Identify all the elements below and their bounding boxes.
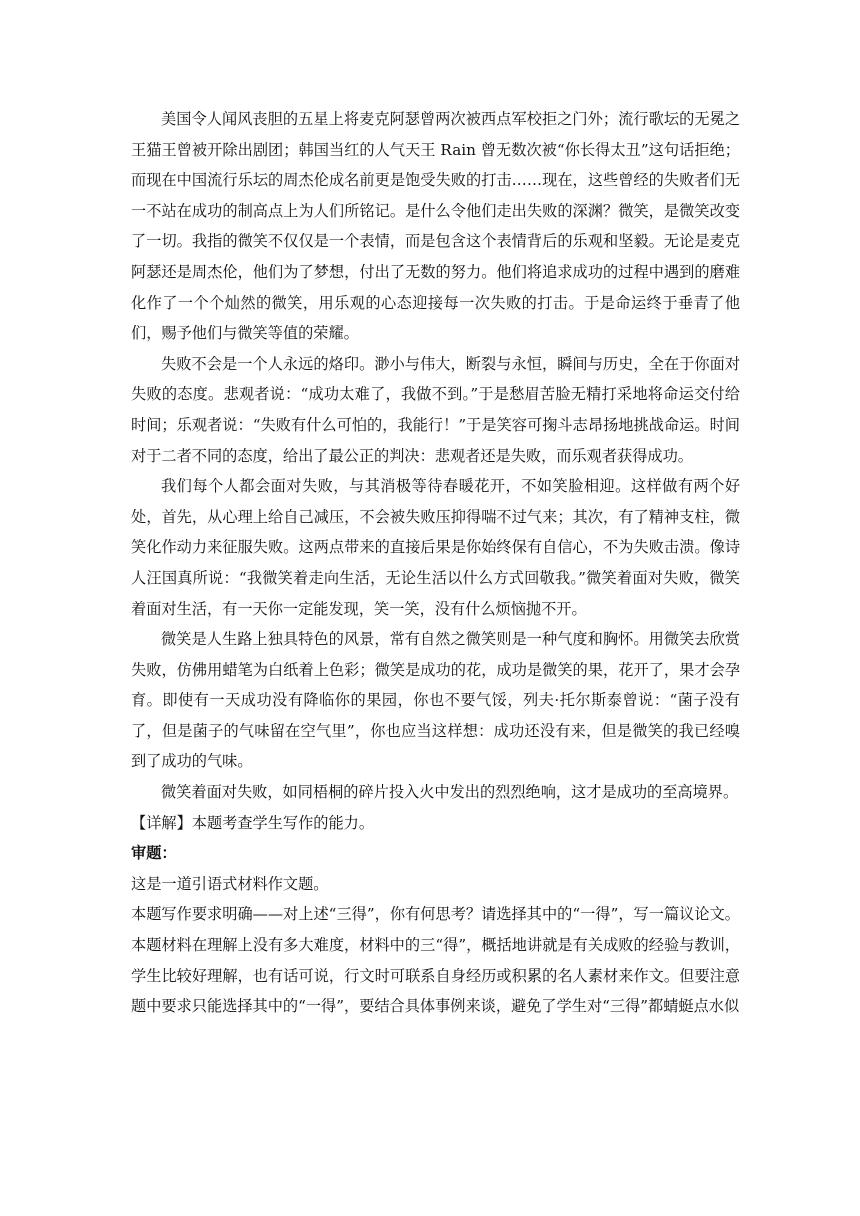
detail-explanation: 【详解】本题考查学生写作的能力。: [131, 813, 374, 832]
essay-paragraph-1: 美国令人闻风丧胆的五星上将麦克阿瑟曾两次被西点军校拒之门外；流行歌坛的无冕之王猫王曾被开除出剧团；韩国当红的人气天王 Rain 曾无数次被“你长得太丑”这句话拒绝；而现在中国流行乐坛的周杰伦成名前更是饱受失败的打击……现在，这些曾经的失败者们无一不站在成功的制高点上为人们所铭记。是什么令他们走出失败的深渊？微笑，是微笑改变了一切。我指的微笑不仅仅是一个表情，而是包含这个表情背后的乐观和坚毅。无论是麦克阿瑟还是周杰伦，他们为了梦想，付出了无数的努力。他们将追求成功的过程中遇到的磨难化作了一个个灿然的微笑，用乐观的心态迎接每一次失败的打击。于是命运终于垂青了他们，赐予他们与微笑等值的荣耀。: [131, 110, 740, 343]
essay-paragraph-3: 我们每个人都会面对失败，与其消极等待春暖花开，不如笑脸相迎。这样做有两个好处，首先，从心理上给自己减压，不会被失败压抑得喘不过气来；其次，有了精神支柱，微笑化作动力来征服失败。这两点带来的直接后果是你始终保有自信心，不为失败击溃。像诗人汪国真所说：“我微笑着走向生活，无论生活以什么方式回敬我。”微笑着面对失败，微笑着面对生活，有一天你一定能发现，笑一笑，没有什么烦恼抛不开。: [131, 477, 740, 618]
essay-paragraph-5: 微笑着面对失败，如同梧桐的碎片投入火中发出的烈烈绝响，这才是成功的至高境界。: [161, 783, 739, 802]
review-line-2: 本题写作要求明确——对上述“三得”，你有何思考？请选择其中的“一得”，写一篇议论文。本题材料在理解上没有多大难度，材料中的三“得”，概括地讲就是有关成败的经验与教训，学生比较好理解，也有话可说，行文时可联系自身经历或积累的名人素材来作文。但要注意题中要求只能选择其中的“一得”，要结合具体事例来谈，避免了学生对“三得”都蜻蜓点水似: [131, 905, 740, 1016]
essay-paragraph-4: 微笑是人生路上独具特色的风景，常有自然之微笑则是一种气度和胸怀。用微笑去欣赏失败，仿佛用蜡笔为白纸着上色彩；微笑是成功的花，成功是微笑的果，花开了，果才会孕育。即使有一天成功没有降临你的果园，你也不要气馁，列夫·托尔斯泰曾说：“菌子没有了，但是菌子的气味留在空气里”，你也应当这样想：成功还没有来，但是微笑的我已经嗅到了成功的气味。: [131, 630, 740, 771]
document-body: [131, 104, 740, 1022]
review-heading: 审题：: [131, 844, 177, 863]
review-line-1: 这是一道引语式材料作文题。: [131, 874, 329, 893]
essay-paragraph-2: 失败不会是一个人永远的烙印。渺小与伟大，断裂与永恒，瞬间与历史，全在于你面对失败的态度。悲观者说：“成功太难了，我做不到。”于是愁眉苦脸无精打采地将命运交付给时间；乐观者说：“失败有什么可怕的，我能行！”于是笑容可掬斗志昂扬地挑战命运。时间对于二者不同的态度，给出了最公正的判决：悲观者还是失败，而乐观者获得成功。: [131, 354, 740, 465]
